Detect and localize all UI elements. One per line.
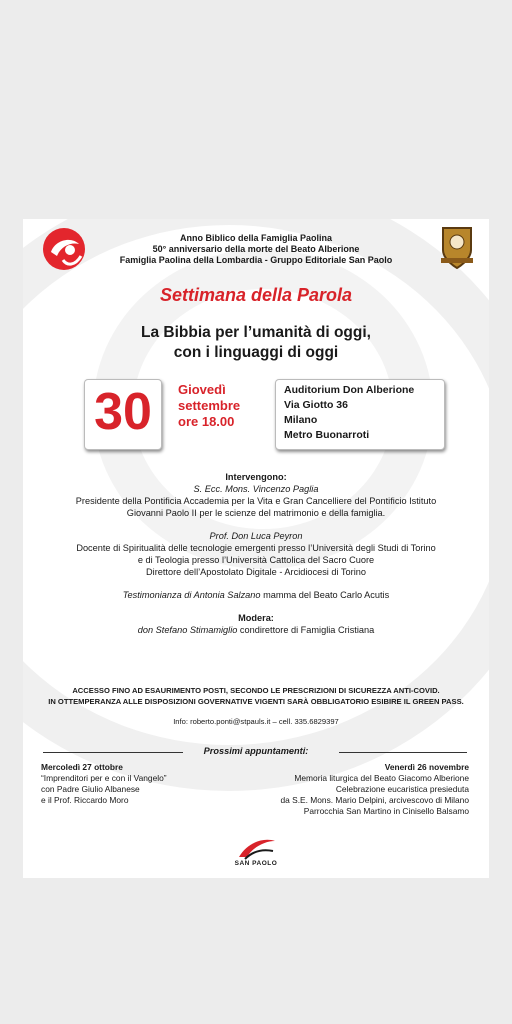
header-line-2: 50° anniversario della morte del Beato Alberione xyxy=(152,244,360,254)
upcoming-right xyxy=(280,762,469,817)
subtitle-line-2: con i linguaggi di oggi xyxy=(173,344,339,361)
header-line-3: Famiglia Paolina della Lombardia - Gruppo Editoriale San Paolo xyxy=(119,255,393,265)
venue-card xyxy=(275,379,445,450)
venue-line-3: Milano xyxy=(284,414,318,426)
event-poster xyxy=(23,219,489,878)
date-day: 30 xyxy=(94,383,152,441)
date-month: settembre xyxy=(178,398,241,413)
date-weekday: Giovedì xyxy=(178,382,226,397)
event-title: Settimana della Parola xyxy=(159,285,353,305)
upcoming-left-line-2: con Padre Giulio Albanese xyxy=(41,784,140,794)
upcoming-right-date: Venerdì 26 novembre xyxy=(384,762,469,772)
moderator-line xyxy=(23,624,489,636)
notice-line-2: IN OTTEMPERANZA ALLE DISPOSIZIONI GOVERNATIVE VIGENTI SARÀ OBBLIGATORIO ESIBIRE IL GREEN PASS. xyxy=(48,697,464,706)
upcoming-right-line-1: Memoria liturgica del Beato Giacomo Alberione xyxy=(294,773,469,783)
venue-line-1: Auditorium Don Alberione xyxy=(284,384,415,396)
san-paolo-logo-icon xyxy=(237,835,277,861)
upcoming-right-line-2: Celebrazione eucaristica presieduta xyxy=(335,784,469,794)
moderator-role: condirettore di Famiglia Cristiana xyxy=(237,625,375,635)
upcoming-right-line-3: da S.E. Mons. Mario Delpini, arcivescovo di Milano xyxy=(280,795,469,805)
speaker-2-name: Prof. Don Luca Peyron xyxy=(209,531,303,541)
san-paolo-logo-text: SAN PAOLO xyxy=(234,860,278,867)
upcoming-left xyxy=(41,762,167,806)
speaker-1-role-line-2: Giovanni Paolo II per le scienze del matrimonio e della famiglia. xyxy=(126,508,386,518)
header-text xyxy=(23,233,489,266)
testimony-label: Testimonianza di Antonia Salzano xyxy=(122,590,261,600)
testimony-rest: mamma del Beato Carlo Acutis xyxy=(260,590,390,600)
event-subtitle xyxy=(23,323,489,363)
venue-line-4: Metro Buonarroti xyxy=(284,429,370,441)
date-card xyxy=(84,379,162,450)
covid-notice xyxy=(23,685,489,707)
upcoming-right-line-4: Parrocchia San Martino in Cinisello Balsamo xyxy=(303,806,469,816)
upcoming-left-line-3: e il Prof. Riccardo Moro xyxy=(41,795,129,805)
speakers-section xyxy=(23,471,489,636)
venue-line-2: Via Giotto 36 xyxy=(284,399,348,411)
upcoming-heading: Prossimi appuntamenti: xyxy=(203,746,309,756)
upcoming-left-date: Mercoledì 27 ottobre xyxy=(41,762,123,772)
subtitle-line-1: La Bibbia per l’umanità di oggi, xyxy=(141,324,371,341)
moderator-name: don Stefano Stimamiglio xyxy=(137,625,238,635)
date-time: ore 18.00 xyxy=(178,414,235,429)
speakers-heading: Intervengono: xyxy=(225,472,287,482)
notice-line-1: ACCESSO FINO AD ESAURIMENTO POSTI, SECONDO LE PRESCRIZIONI DI SICUREZZA ANTI-COVID. xyxy=(72,686,440,695)
header-line-1: Anno Biblico della Famiglia Paolina xyxy=(179,233,333,243)
moderator-heading: Modera: xyxy=(238,613,274,623)
speaker-1-role-line-1: Presidente della Pontificia Accademia per la Vita e Gran Cancelliere del Pontificio Istituto xyxy=(75,496,437,506)
testimony-line xyxy=(23,589,489,601)
date-details xyxy=(178,382,240,430)
speaker-2-role-line-2: e di Teologia presso l’Università Cattolica del Sacro Cuore xyxy=(137,555,375,565)
speaker-1-name: S. Ecc. Mons. Vincenzo Paglia xyxy=(193,484,319,494)
upcoming-left-line-1: “Imprenditori per e con il Vangelo” xyxy=(41,773,167,783)
speaker-2-role-line-3: Direttore dell’Apostolato Digitale - Arcidiocesi di Torino xyxy=(146,567,366,577)
speaker-2-role-line-1: Docente di Spiritualità delle tecnologie emergenti presso l’Università degli Studi di Torino xyxy=(76,543,436,553)
divider-right xyxy=(339,752,467,753)
contact-info: Info: roberto.ponti@stpauls.it – cell. 335.6829397 xyxy=(173,717,339,726)
